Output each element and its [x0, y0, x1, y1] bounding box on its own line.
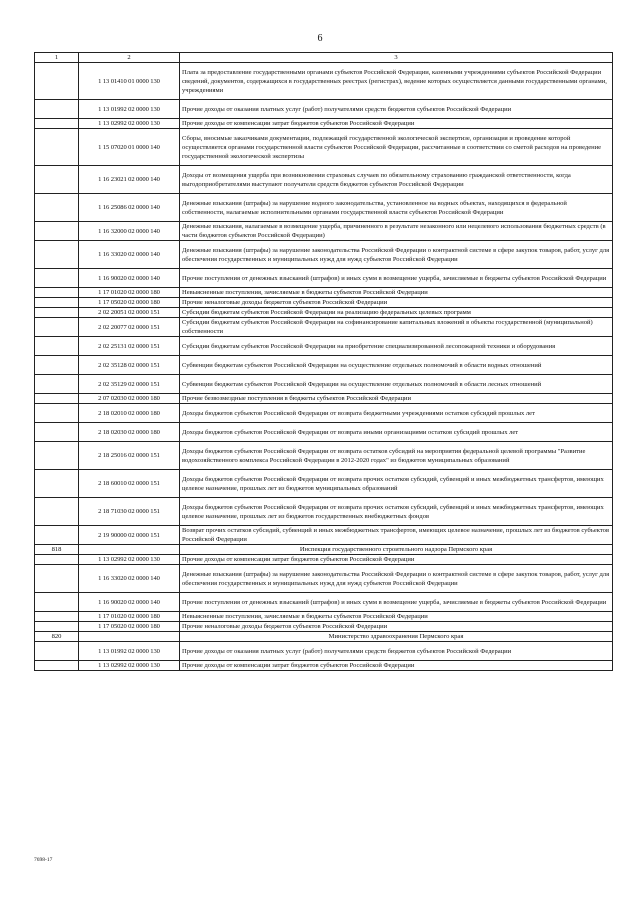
admin-code-cell: 818 [35, 545, 79, 555]
admin-code-cell [35, 308, 79, 318]
revenue-name-cell: Прочие доходы от компенсации затрат бюджетов субъектов Российской Федерации [180, 661, 613, 671]
admin-code-cell [35, 288, 79, 298]
table-row [35, 404, 613, 423]
admin-code-cell [35, 470, 79, 498]
admin-code-cell [35, 661, 79, 671]
revenue-code-cell: 2 19 90000 02 0000 151 [79, 526, 180, 545]
table-row [35, 356, 613, 375]
table-row [35, 166, 613, 194]
table-row [35, 593, 613, 612]
revenue-name-cell: Прочие доходы от компенсации затрат бюджетов субъектов Российской Федерации [180, 555, 613, 565]
revenue-name-cell: Невыясненные поступления, зачисляемые в бюджеты субъектов Российской Федерации [180, 288, 613, 298]
revenue-name-cell: Прочие поступления от денежных взысканий (штрафов) и иных сумм в возмещение ущерба, зачисляемые в бюджеты субъектов Российской Федерации [180, 269, 613, 288]
table-row [35, 308, 613, 318]
revenue-name-cell: Денежные взыскания (штрафы) за нарушение водного законодательства, установленное на водных объектах, находящихся в федеральной собственности, налагаемые исполнительными органами государственной власти субъектов Российской Федерации [180, 194, 613, 222]
revenue-name-cell: Плата за предоставление государственными органами субъектов Российской Федерации, казенными учреждениями субъектов Российской Федерации сведений, документов, содержащихся в государственных реестрах (регистрах), ведение которых осуществляется данными государственными органами, учреждениями [180, 63, 613, 100]
header-col-1: 1 [35, 53, 79, 63]
revenue-code-cell: 1 15 07020 01 0000 140 [79, 129, 180, 166]
table-row [35, 565, 613, 593]
table-row [35, 269, 613, 288]
table-row [35, 129, 613, 166]
revenue-name-cell: Прочие доходы от оказания платных услуг (работ) получателями средств бюджетов субъектов Российской Федерации [180, 642, 613, 661]
revenue-code-cell: 2 07 02030 02 0000 180 [79, 394, 180, 404]
admin-code-cell [35, 612, 79, 622]
header-col-2: 2 [79, 53, 180, 63]
table-row [35, 222, 613, 241]
table-header-row [35, 53, 613, 63]
admin-code-cell: 820 [35, 632, 79, 642]
admin-code-cell [35, 194, 79, 222]
table-body [35, 53, 613, 671]
revenue-name-cell: Прочие доходы от оказания платных услуг (работ) получателями средств бюджетов субъектов Российской Федерации [180, 100, 613, 119]
admin-code-cell [35, 442, 79, 470]
table-row [35, 100, 613, 119]
table-row [35, 375, 613, 394]
table-row [35, 642, 613, 661]
table-row [35, 241, 613, 269]
revenue-code-cell: 2 02 35128 02 0000 151 [79, 356, 180, 375]
admin-code-cell [35, 119, 79, 129]
revenue-codes-table [34, 52, 613, 671]
revenue-name-cell: Субсидии бюджетам субъектов Российской Федерации на приобретение специализированной лесопожарной техники и оборудования [180, 337, 613, 356]
table-row [35, 337, 613, 356]
revenue-code-cell: 2 02 35129 02 0000 151 [79, 375, 180, 394]
admin-code-cell [35, 269, 79, 288]
page-number: 6 [317, 33, 323, 44]
revenue-code-cell: 1 16 33020 02 0000 140 [79, 565, 180, 593]
revenue-name-cell: Прочие безвозмездные поступления в бюджеты субъектов Российской Федерации [180, 394, 613, 404]
revenue-name-cell: Доходы бюджетов субъектов Российской Федерации от возврата прочих остатков субсидий, субвенций и иных межбюджетных трансфертов, имеющих целевое назначение, прошлых лет из бюджетов муниципальных образований [180, 470, 613, 498]
revenue-code-cell: 1 13 01410 01 0000 130 [79, 63, 180, 100]
admin-code-cell [35, 555, 79, 565]
revenue-name-cell: Прочие неналоговые доходы бюджетов субъектов Российской Федерации [180, 298, 613, 308]
admin-code-cell [35, 526, 79, 545]
table-row [35, 555, 613, 565]
table-row [35, 394, 613, 404]
revenue-name-cell: Невыясненные поступления, зачисляемые в бюджеты субъектов Российской Федерации [180, 612, 613, 622]
table-row [35, 470, 613, 498]
admin-code-cell [35, 63, 79, 100]
revenue-name-cell: Доходы бюджетов субъектов Российской Федерации от возврата бюджетными учреждениями остатков субсидий прошлых лет [180, 404, 613, 423]
admin-code-cell [35, 498, 79, 526]
revenue-name-cell: Прочие поступления от денежных взысканий (штрафов) и иных сумм в возмещение ущерба, зачисляемые в бюджеты субъектов Российской Федерации [180, 593, 613, 612]
revenue-code-cell: 1 13 02992 02 0000 130 [79, 555, 180, 565]
revenue-name-cell: Субвенции бюджетам субъектов Российской Федерации на осуществление отдельных полномочий в области лесных отношений [180, 375, 613, 394]
revenue-code-cell: 1 16 25086 02 0000 140 [79, 194, 180, 222]
header-col-3: 3 [180, 53, 613, 63]
table-section-row [35, 545, 613, 555]
table-row [35, 423, 613, 442]
admin-code-cell [35, 100, 79, 119]
table-row [35, 661, 613, 671]
revenue-code-cell: 1 16 90020 02 0000 140 [79, 593, 180, 612]
table-row [35, 63, 613, 100]
revenue-name-cell: Субвенции бюджетам субъектов Российской Федерации на осуществление отдельных полномочий в области водных отношений [180, 356, 613, 375]
revenue-name-cell: Прочие доходы от компенсации затрат бюджетов субъектов Российской Федерации [180, 119, 613, 129]
revenue-code-cell: 1 17 01020 02 0000 180 [79, 612, 180, 622]
admin-code-cell [35, 222, 79, 241]
revenue-code-cell: 2 18 02030 02 0000 180 [79, 423, 180, 442]
table-row [35, 119, 613, 129]
revenue-name-cell: Доходы от возмещения ущерба при возникновении страховых случаев по обязательному страхованию гражданской ответственности, когда выгодоприобретателями выступают получатели средств бюджетов субъектов Российской Федерации [180, 166, 613, 194]
admin-code-cell [35, 241, 79, 269]
table-row [35, 498, 613, 526]
revenue-name-cell: Субсидии бюджетам субъектов Российской Федерации на софинансирование капитальных вложений в объекты государственной (муниципальной) собственности [180, 318, 613, 337]
revenue-name-cell: Министерство здравоохранения Пермского края [180, 632, 613, 642]
admin-code-cell [35, 642, 79, 661]
table-row [35, 288, 613, 298]
revenue-name-cell: Доходы бюджетов субъектов Российской Федерации от возврата иными организациями остатков субсидий прошлых лет [180, 423, 613, 442]
revenue-name-cell: Денежные взыскания (штрафы) за нарушение законодательства Российской Федерации о контрактной системе в сфере закупок товаров, работ, услуг для обеспечения государственных и муниципальных нужд для нужд субъектов Российской Федерации [180, 565, 613, 593]
revenue-name-cell: Субсидии бюджетам субъектов Российской Федерации на реализацию федеральных целевых программ [180, 308, 613, 318]
revenue-code-cell: 1 13 02992 02 0000 130 [79, 661, 180, 671]
revenue-name-cell: Доходы бюджетов субъектов Российской Федерации от возврата прочих остатков субсидий, субвенций и иных межбюджетных трансфертов, имеющих целевое назначение, прошлых лет из бюджетов государственных внебюджетных фондов [180, 498, 613, 526]
admin-code-cell [35, 129, 79, 166]
revenue-code-cell: 2 02 20051 02 0000 151 [79, 308, 180, 318]
admin-code-cell [35, 166, 79, 194]
revenue-code-cell: 2 18 25016 02 0000 151 [79, 442, 180, 470]
table-row [35, 442, 613, 470]
table-row [35, 298, 613, 308]
revenue-name-cell: Сборы, вносимые заказчиками документации, подлежащей государственной экологической экспертизе, организация и проведение которой осуществляется органами государственной власти субъектов Российской Федерации, рассчитанные в соответствии со сметой расходов на проведение государственной экологической экспертизы [180, 129, 613, 166]
table-row [35, 622, 613, 632]
revenue-name-cell: Прочие неналоговые доходы бюджетов субъектов Российской Федерации [180, 622, 613, 632]
admin-code-cell [35, 423, 79, 442]
table-row [35, 318, 613, 337]
revenue-code-cell: 1 17 05020 02 0000 180 [79, 622, 180, 632]
table-section-row [35, 632, 613, 642]
admin-code-cell [35, 622, 79, 632]
revenue-code-cell: 1 16 90020 02 0000 140 [79, 269, 180, 288]
revenue-code-cell [79, 632, 180, 642]
revenue-code-cell: 2 02 25131 02 0000 151 [79, 337, 180, 356]
revenue-code-cell: 1 13 02992 02 0000 130 [79, 119, 180, 129]
revenue-code-cell: 1 17 05020 02 0000 180 [79, 298, 180, 308]
revenue-code-cell: 1 13 01992 02 0000 130 [79, 100, 180, 119]
revenue-code-cell: 2 18 60010 02 0000 151 [79, 470, 180, 498]
admin-code-cell [35, 394, 79, 404]
admin-code-cell [35, 318, 79, 337]
revenue-code-cell: 1 13 01992 02 0000 130 [79, 642, 180, 661]
revenue-code-cell: 2 02 20077 02 0000 151 [79, 318, 180, 337]
table-row [35, 612, 613, 622]
revenue-code-cell: 2 18 02010 02 0000 180 [79, 404, 180, 423]
revenue-code-cell: 1 17 01020 02 0000 180 [79, 288, 180, 298]
revenue-code-cell [79, 545, 180, 555]
table-row [35, 194, 613, 222]
admin-code-cell [35, 298, 79, 308]
revenue-code-cell: 2 18 71030 02 0000 151 [79, 498, 180, 526]
revenue-name-cell: Денежные взыскания, налагаемые в возмещение ущерба, причиненного в результате незаконного или нецелевого использования бюджетных средств (в части бюджетов субъектов Российской Федерации) [180, 222, 613, 241]
revenue-name-cell: Доходы бюджетов субъектов Российской Федерации от возврата остатков субсидий на мероприятия федеральной целевой программы "Развитие водохозяйственного комплекса Российской Федерации в 2012-2020 годах" из бюджетов муниципальных образований [180, 442, 613, 470]
admin-code-cell [35, 404, 79, 423]
revenue-code-cell: 1 16 32000 02 0000 140 [79, 222, 180, 241]
admin-code-cell [35, 356, 79, 375]
footer-document-code: 7698-17 [34, 857, 53, 863]
admin-code-cell [35, 565, 79, 593]
revenue-name-cell: Инспекция государственного строительного надзора Пермского края [180, 545, 613, 555]
admin-code-cell [35, 375, 79, 394]
admin-code-cell [35, 593, 79, 612]
table-row [35, 526, 613, 545]
revenue-name-cell: Денежные взыскания (штрафы) за нарушение законодательства Российской Федерации о контрактной системе в сфере закупок товаров, работ, услуг для обеспечения государственных и муниципальных нужд для нужд субъектов Российской Федерации [180, 241, 613, 269]
revenue-code-cell: 1 16 23021 02 0000 140 [79, 166, 180, 194]
revenue-code-cell: 1 16 33020 02 0000 140 [79, 241, 180, 269]
revenue-name-cell: Возврат прочих остатков субсидий, субвенций и иных межбюджетных трансфертов, имеющих целевое назначение, прошлых лет из бюджетов субъектов Российской Федерации [180, 526, 613, 545]
admin-code-cell [35, 337, 79, 356]
